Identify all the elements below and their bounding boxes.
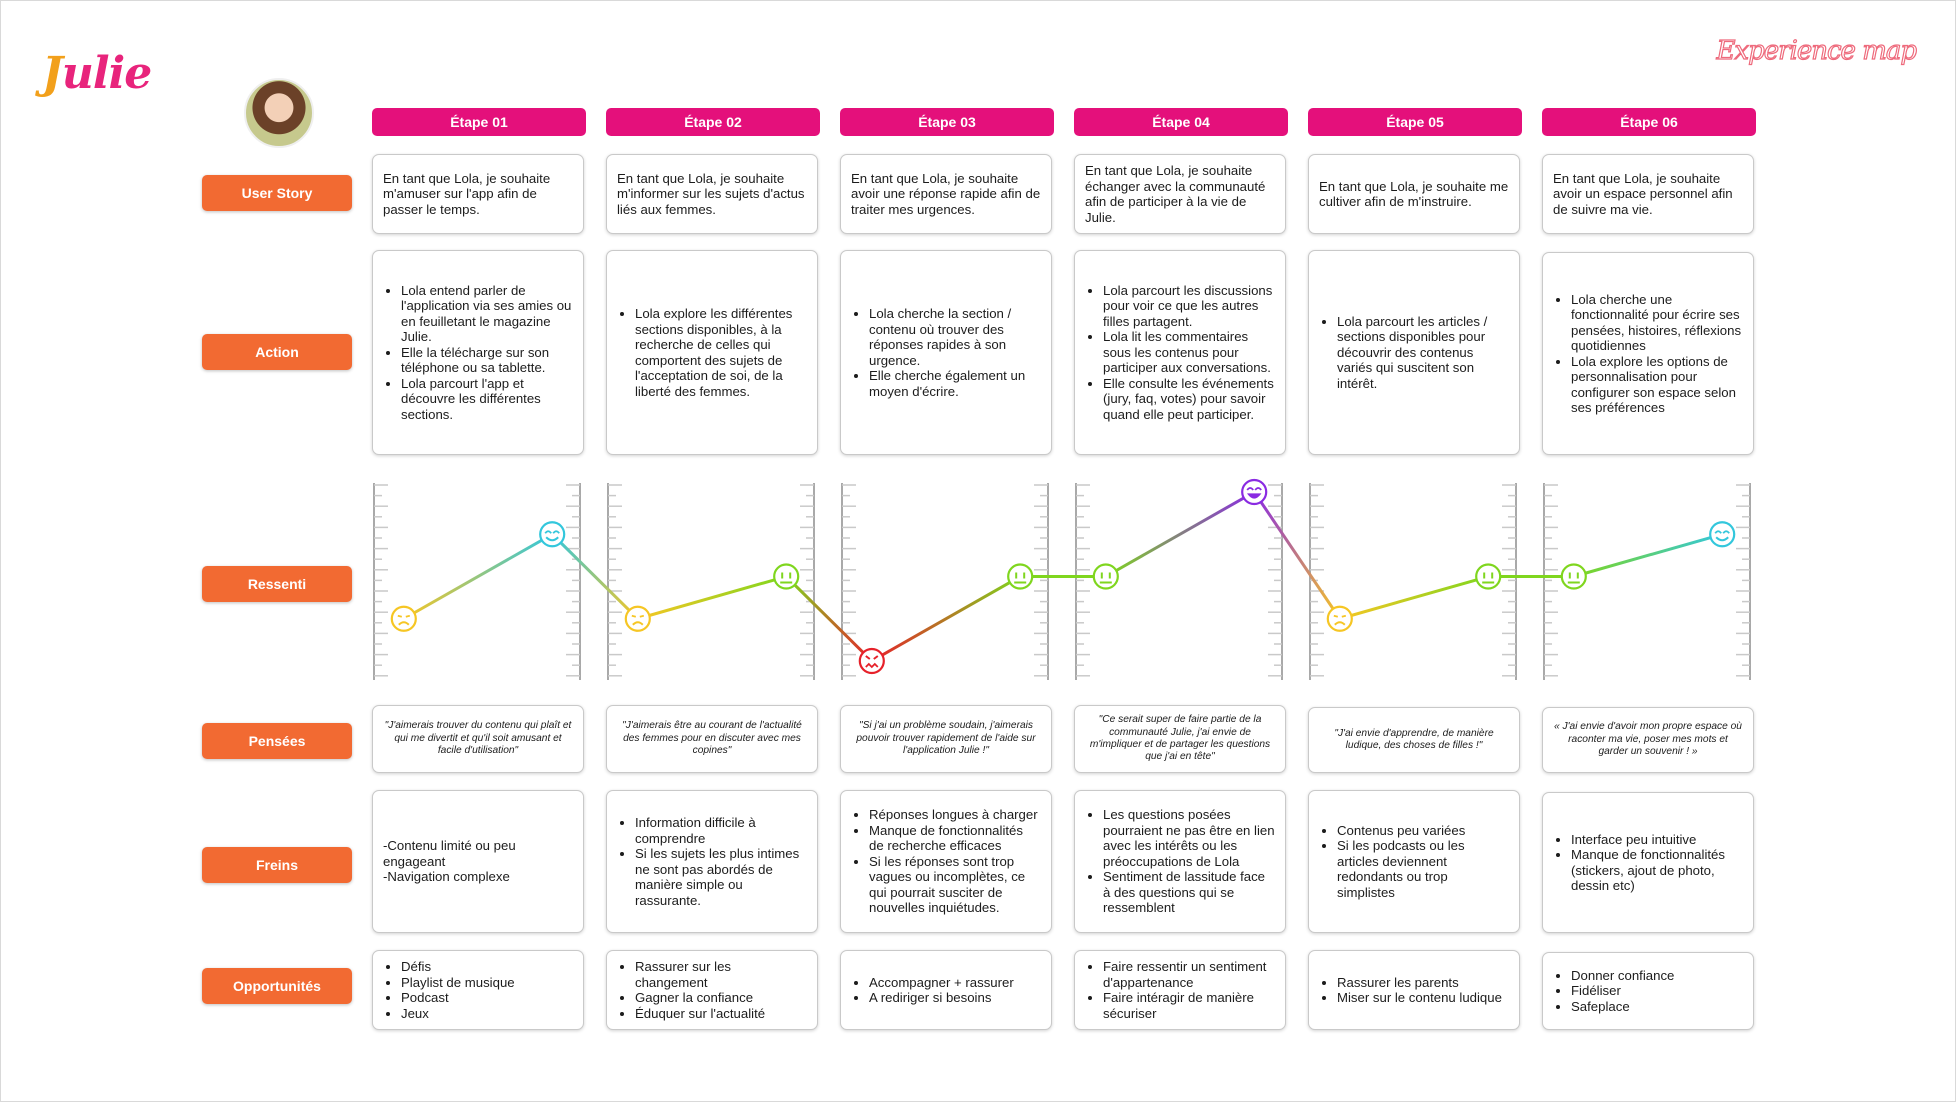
action-item: • Lola cherche une fonctionnalité pour écrire ses pensées, histoires, réflexions quotidiennes: [1571, 292, 1743, 354]
opportunite-item: • Rassurer les parents: [1337, 975, 1502, 991]
emotion-neutral-green-icon: [1476, 565, 1500, 589]
frein-item: • Sentiment de lassitude face à des questions qui se ressemblent: [1103, 869, 1275, 916]
step-header-3: Étape 03: [840, 108, 1054, 136]
frein-item: • Interface peu intuitive: [1571, 832, 1743, 848]
row-label-ressenti: Ressenti: [202, 566, 352, 602]
row-label-opportunites: Opportunités: [202, 968, 352, 1004]
opportunite-item: • Miser sur le contenu ludique: [1337, 990, 1502, 1006]
emotion-happy-cyan-icon: [540, 522, 564, 546]
action-item: • Lola explore les différentes sections disponibles, à la recherche de celles qui comportent des sujets de l'acceptation de soi, de la liberté des femmes.: [635, 306, 807, 399]
emotion-angry-red-icon: [860, 649, 884, 673]
pensee-text: "J'aimerais être au courant de l'actualité des femmes pour en discuter avec mes copines": [622, 720, 802, 757]
opportunite-item: • Podcast: [401, 990, 515, 1006]
pensee-text: « J'ai envie d'avoir mon propre espace où raconter ma vie, poser mes mots et garder un souvenir ! »: [1554, 721, 1742, 758]
opportunite-item: • Éduquer sur l'actualité: [635, 1006, 807, 1022]
step-header-1: Étape 01: [372, 108, 586, 136]
emotion-sad-yellow-icon: [392, 607, 416, 631]
opportunite-item: • Défis: [401, 959, 515, 975]
pensee-text: "Si j'ai un problème soudain, j'aimerais pouvoir trouver rapidement de l'aide sur l'application Julie !": [856, 720, 1036, 757]
pensee-text: "J'ai envie d'apprendre, de manière ludique, des choses de filles !": [1334, 727, 1494, 751]
frein-item: • Manque de fonctionnalités (stickers, ajout de photo, dessin etc): [1571, 847, 1743, 894]
ressenti-segment: [1574, 534, 1722, 576]
ressenti-segment: [1340, 577, 1488, 619]
frein-item: • Contenus peu variées: [1337, 823, 1509, 839]
opportunite-item: • Safeplace: [1571, 999, 1674, 1015]
frein-item: • Les questions posées pourraient ne pas être en lien avec les intérêts ou les préoccupations de Lola: [1103, 807, 1275, 869]
action-item: • Lola parcourt les articles / sections disponibles pour découvrir des contenus variés qui suscitent son intérêt.: [1337, 314, 1509, 392]
pensee-text: "Ce serait super de faire partie de la communauté Julie, j'ai envie de m'impliquer et de partager les questions que j'ai en tête": [1089, 714, 1271, 763]
emotion-sad-yellow-icon: [1328, 607, 1352, 631]
emotion-happy-cyan-icon: [1710, 522, 1734, 546]
user-story-text: En tant que Lola, je souhaite avoir un espace personnel afin de suivre ma vie.: [1553, 170, 1733, 217]
action-item: • Elle consulte les événements (jury, faq, votes) pour savoir quand elle peut participer.: [1103, 376, 1275, 423]
ressenti-segment: [872, 577, 1020, 661]
row-label-action: Action: [202, 334, 352, 370]
ressenti-segment: [552, 534, 638, 619]
ressenti-segment: [786, 577, 872, 662]
action-item: • Lola parcourt l'app et découvre les différentes sections.: [401, 376, 573, 423]
action-item: • Lola lit les commentaires sous les contenus pour participer aux conversations.: [1103, 329, 1275, 376]
opportunite-item: • Rassurer sur les changement: [635, 959, 807, 990]
action-item: • Elle cherche également un moyen d'écrire.: [869, 368, 1041, 399]
ressenti-scale-ticks: [374, 483, 1750, 680]
frein-item: • Réponses longues à charger: [869, 807, 1041, 823]
ressenti-segment: [1106, 492, 1254, 576]
opportunite-item: • Donner confiance: [1571, 968, 1674, 984]
ressenti-segment: [638, 577, 786, 619]
action-item: • Lola parcourt les discussions pour voir ce que les autres filles partagent.: [1103, 283, 1275, 330]
opportunite-item: • Faire intéragir de manière sécuriser: [1103, 990, 1275, 1021]
step-header-4: Étape 04: [1074, 108, 1288, 136]
row-label-pensees: Pensées: [202, 723, 352, 759]
action-item: • Lola cherche la section / contenu où trouver des réponses rapides à son urgence.: [869, 306, 1041, 368]
row-label-user-story: User Story: [202, 175, 352, 211]
frein-item: • Si les réponses sont trop vagues ou incomplètes, ce qui pourrait susciter de nouvelles inquiétudes.: [869, 854, 1041, 916]
user-story-text: En tant que Lola, je souhaite échanger avec la communauté afin de participer à la vie de Julie.: [1085, 163, 1266, 225]
emotion-neutral-green-icon: [1562, 565, 1586, 589]
opportunite-item: • Playlist de musique: [401, 975, 515, 991]
frein-item: • Si les podcasts ou les articles deviennent redondants ou trop simplistes: [1337, 838, 1509, 900]
julie-logo: Julie: [42, 48, 152, 99]
frein-item: • Information difficile à comprendre: [635, 815, 807, 846]
emotion-very-happy-purple-icon: [1242, 480, 1266, 504]
emotion-neutral-green-icon: [1008, 565, 1032, 589]
step-header-5: Étape 05: [1308, 108, 1522, 136]
action-item: • Lola entend parler de l'application via ses amies ou en feuilletant le magazine Julie.: [401, 283, 573, 345]
frein-item: • Si les sujets les plus intimes ne sont pas abordés de manière simple ou rassurante.: [635, 846, 807, 908]
action-item: • Elle la télécharge sur son téléphone ou sa tablette.: [401, 345, 573, 376]
row-label-freins: Freins: [202, 847, 352, 883]
pensee-text: "J'aimerais trouver du contenu qui plaît et qui me divertit et qu'il soit amusant et facile d'utilisation": [384, 720, 572, 757]
emotion-neutral-green-icon: [774, 565, 798, 589]
frein-text: -Contenu limité ou peu engageant -Navigation complexe: [383, 838, 516, 885]
opportunite-item: • A rediriger si besoins: [869, 990, 1014, 1006]
ressenti-segment: [1254, 492, 1340, 619]
opportunite-item: • Jeux: [401, 1006, 515, 1022]
opportunite-item: • Gagner la confiance: [635, 990, 807, 1006]
step-header-2: Étape 02: [606, 108, 820, 136]
user-story-text: En tant que Lola, je souhaite m'informer sur les sujets d'actus liés aux femmes.: [617, 170, 805, 217]
step-header-6: Étape 06: [1542, 108, 1756, 136]
opportunite-item: • Fidéliser: [1571, 983, 1674, 999]
experience-map-title: Experience map: [1716, 36, 1916, 66]
emotion-neutral-green-icon: [1094, 565, 1118, 589]
opportunite-item: • Faire ressentir un sentiment d'appartenance: [1103, 959, 1275, 990]
frein-item: • Manque de fonctionnalités de recherche efficaces: [869, 823, 1041, 854]
action-item: • Lola explore les options de personnalisation pour configurer son espace selon ses préférences: [1571, 354, 1743, 416]
user-story-text: En tant que Lola, je souhaite me cultiver afin de m'instruire.: [1319, 178, 1509, 209]
ressenti-segment: [404, 534, 552, 618]
emotion-sad-yellow-icon: [626, 607, 650, 631]
user-story-text: En tant que Lola, je souhaite avoir une réponse rapide afin de traiter mes urgences.: [851, 170, 1041, 217]
user-story-text: En tant que Lola, je souhaite m'amuser sur l'app afin de passer le temps.: [383, 170, 551, 217]
opportunite-item: • Accompagner + rassurer: [869, 975, 1014, 991]
ressenti-lines: [404, 492, 1722, 661]
